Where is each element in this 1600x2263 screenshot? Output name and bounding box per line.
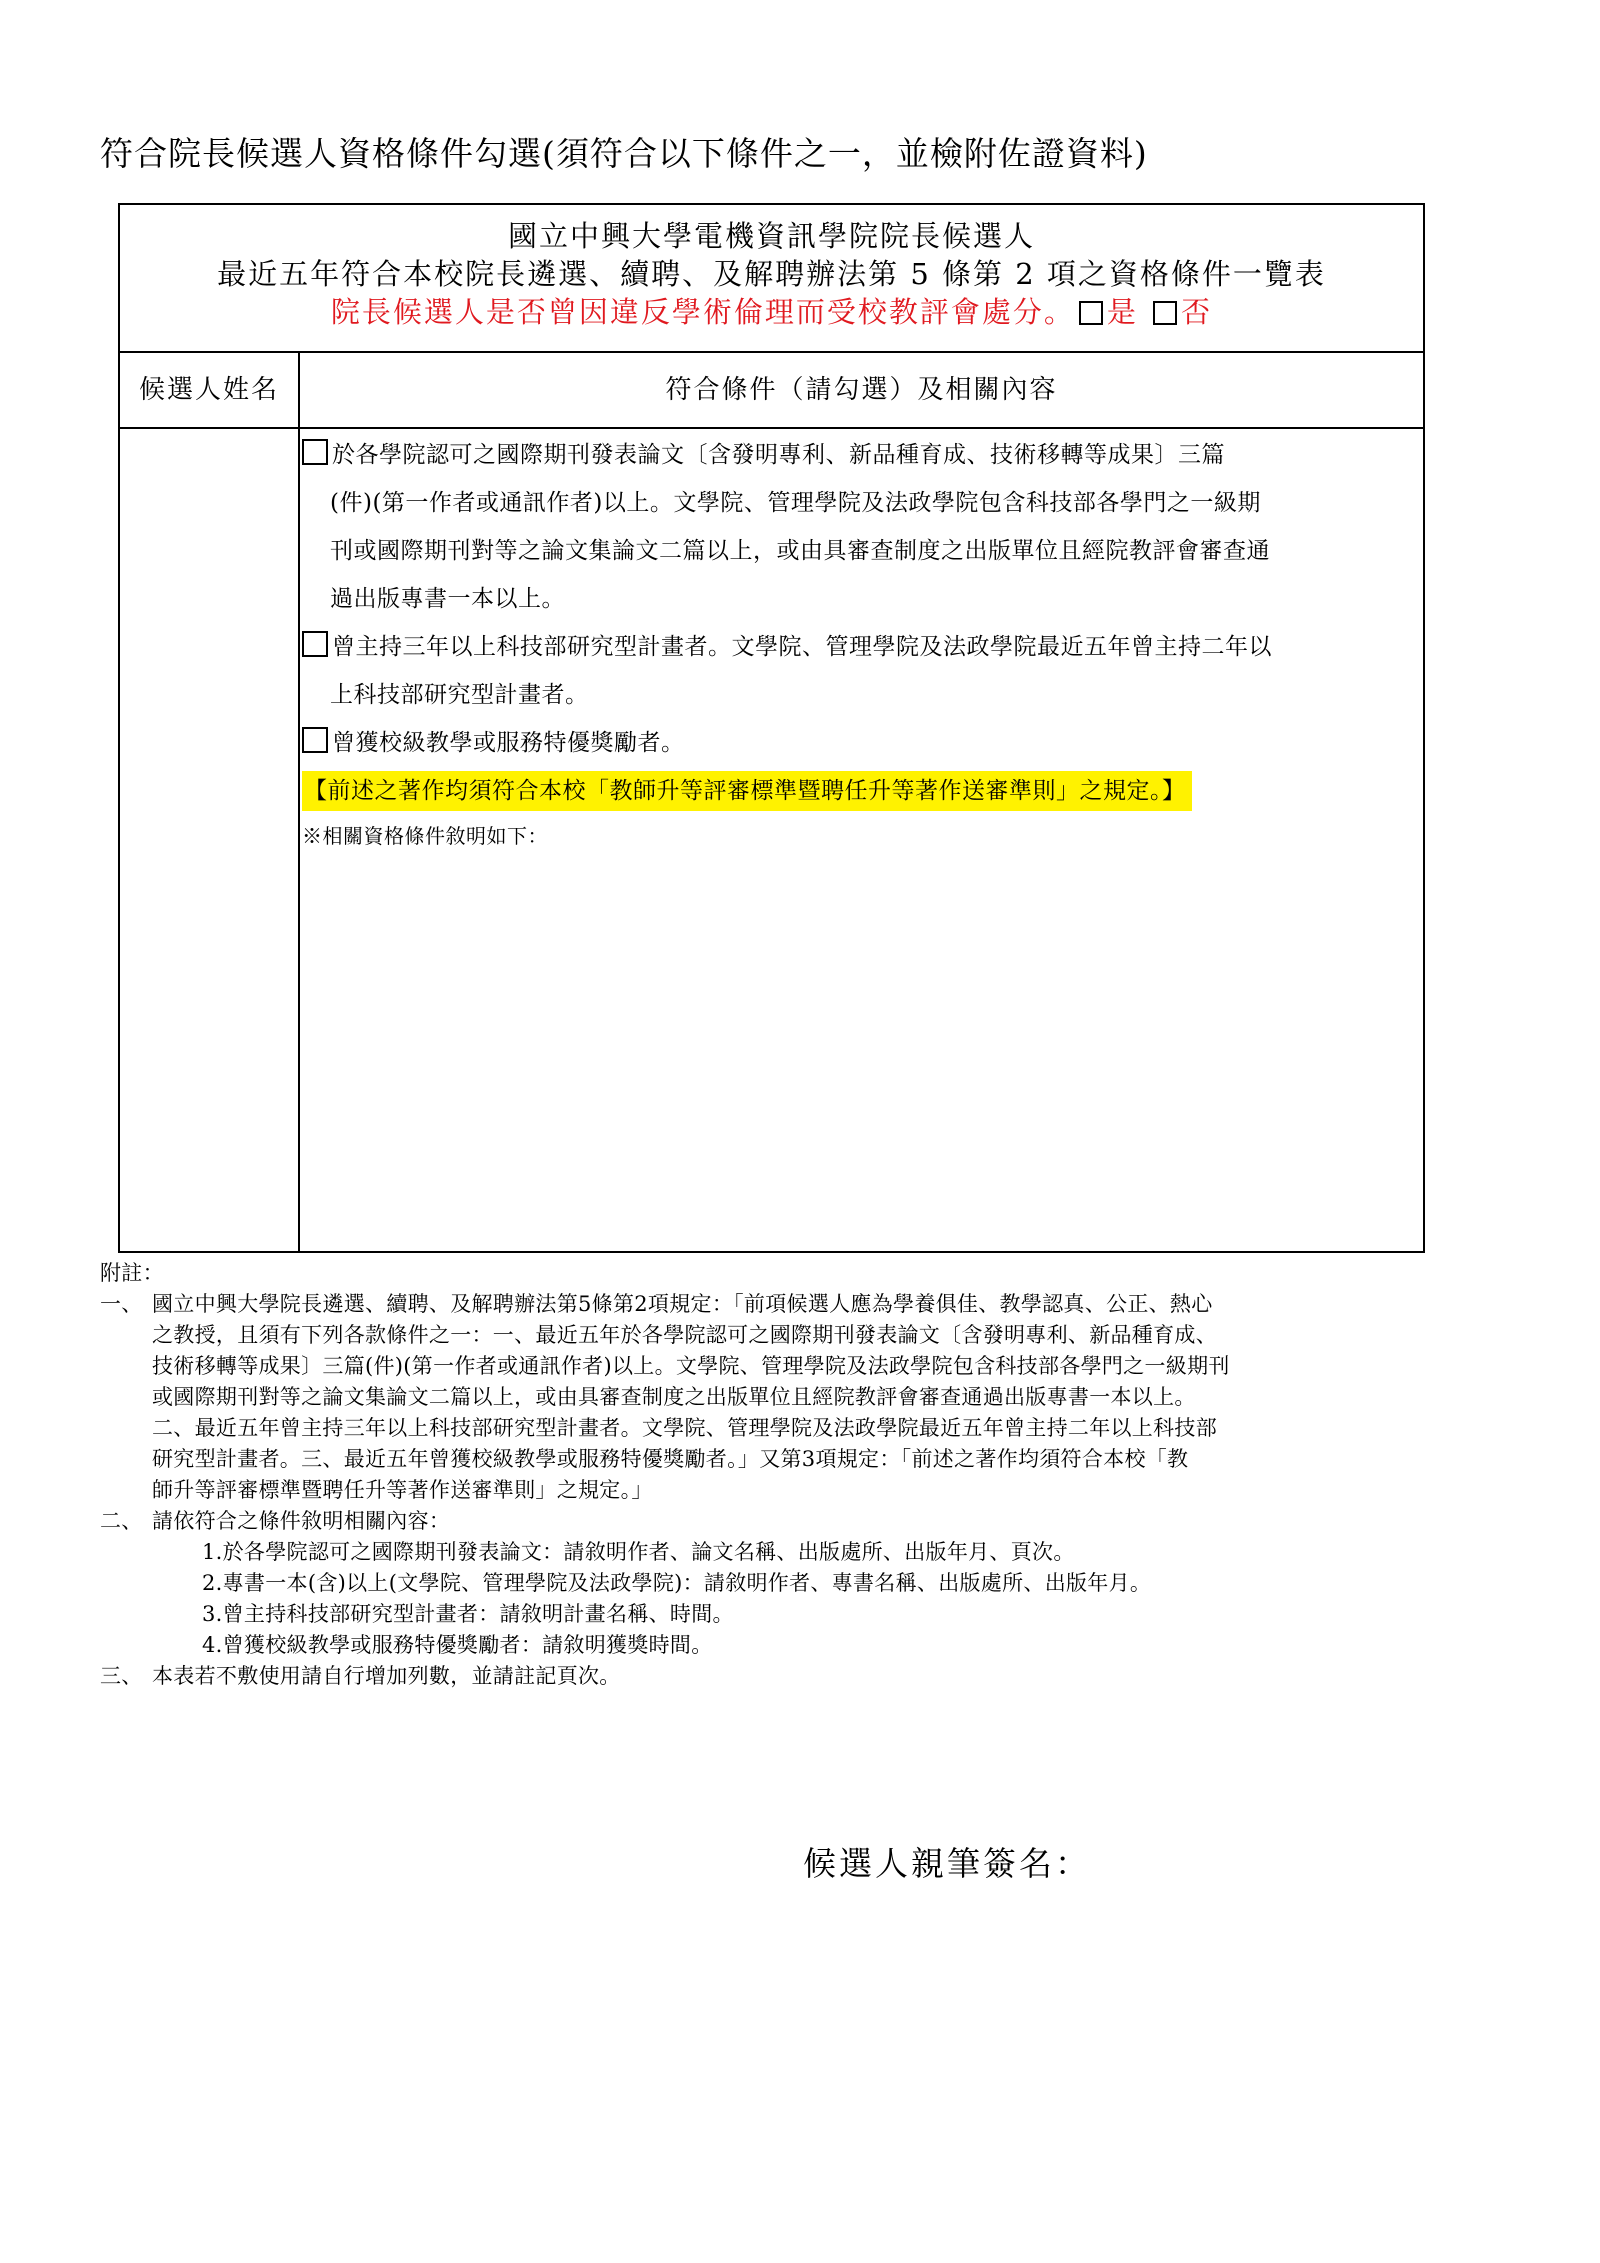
note-item-1 [100, 1289, 1520, 1506]
note-item-2 [100, 1506, 1520, 1661]
condition-2-line-2: 上科技部研究型計畫者。 [330, 682, 589, 708]
note-1-line-1: 國立中興大學院長遴選、續聘、及解聘辦法第5條第2項規定：「前項候選人應為學養俱佳、教學認真、公正、熱心 [152, 1292, 1213, 1316]
explanation-area[interactable] [302, 901, 1417, 1251]
form-header [120, 205, 1423, 353]
note-2-sub-4: 4.曾獲校級教學或服務特優獎勵者：請敘明獲獎時間。 [202, 1633, 713, 1657]
note-1-line-5: 二、最近五年曾主持三年以上科技部研究型計畫者。文學院、管理學院及法政學院最近五年曾主持二年以上科技部 [152, 1416, 1217, 1440]
ethics-no-label: 否 [1181, 295, 1213, 329]
page-heading: 符合院長候選人資格條件勾選(須符合以下條件之一，並檢附佐證資料) [100, 134, 1148, 173]
ethics-question-text: 院長候選人是否曾因違反學術倫理而受校教評會處分。 [330, 295, 1075, 329]
condition-item-teaching-award [302, 719, 1417, 767]
condition-item-research-projects [302, 623, 1417, 719]
condition-1-line-3: 刊或國際期刊對等之論文集論文二篇以上，或由具審查制度之出版單位且經院教評會審查通 [330, 538, 1270, 564]
condition-item-publications [302, 431, 1417, 623]
ethics-yes-label: 是 [1106, 295, 1138, 329]
note-1-line-7: 師升等評審標準暨聘任升等著作送審準則」之規定。」 [152, 1478, 653, 1502]
explanation-label: ※相關資格條件敘明如下： [302, 824, 548, 848]
form-title-line-2: 最近五年符合本校院長遴選、續聘、及解聘辦法第 5 條第 2 項之資格條件一覽表 [217, 257, 1326, 291]
ethics-question-row [120, 293, 1423, 331]
note-2-sub-2: 2.專書一本(含)以上(文學院、管理學院及法政學院)：請敘明作者、專書名稱、出版處所、出版年月。 [202, 1571, 1152, 1595]
note-1-line-2: 之教授，且須有下列各款條件之一：一、最近五年於各學院認可之國際期刊發表論文〔含發明專利、新品種育成、 [152, 1323, 1217, 1347]
notes-title: 附註： [100, 1261, 164, 1285]
note-2-sub-3: 3.曾主持科技部研究型計畫者：請敘明計畫名稱、時間。 [202, 1602, 734, 1626]
candidate-name-cell[interactable] [120, 431, 298, 1251]
conditions-cell [302, 431, 1417, 1251]
qualification-form-table [118, 203, 1425, 1253]
note-3-number: 三、 [100, 1664, 143, 1688]
note-1-line-3: 技術移轉等成果〕三篇(件)(第一作者或通訊作者)以上。文學院、管理學院及法政學院包含科技部各學門之一級期刊 [152, 1354, 1230, 1378]
condition-1-checkbox[interactable] [302, 439, 328, 465]
candidate-name-header: 候選人姓名 [138, 375, 279, 405]
note-item-3 [100, 1661, 1520, 1692]
condition-1-line-1: 於各學院認可之國際期刊發表論文〔含發明專利、新品種育成、技術移轉等成果〕三篇 [332, 442, 1225, 468]
condition-1-line-2: (件)(第一作者或通訊作者)以上。文學院、管理學院及法政學院包含科技部各學門之一級期 [330, 490, 1261, 516]
candidate-signature-label: 候選人親筆簽名： [803, 1844, 1091, 1883]
column-divider [298, 353, 300, 1251]
note-2-line-1: 請依符合之條件敘明相關內容： [152, 1509, 451, 1533]
note-1-line-6: 研究型計畫者。三、最近五年曾獲校級教學或服務特優獎勵者。」又第3項規定：「前述之著作均須符合本校「教 [152, 1447, 1189, 1471]
note-1-line-4: 或國際期刊對等之論文集論文二篇以上，或由具審查制度之出版單位且經院教評會審查通過出版專書一本以上。 [152, 1385, 1196, 1409]
conditions-header: 符合條件（請勾選）及相關內容 [665, 375, 1058, 405]
form-title-line-1: 國立中興大學電機資訊學院院長候選人 [507, 219, 1035, 253]
column-header-row [120, 353, 1423, 429]
ethics-yes-checkbox[interactable] [1079, 301, 1103, 325]
condition-2-line-1: 曾主持三年以上科技部研究型計畫者。文學院、管理學院及法政學院最近五年曾主持二年以 [332, 634, 1272, 660]
note-1-number: 一、 [100, 1292, 143, 1316]
highlighted-regulation-note: 【前述之著作均須符合本校「教師升等評審標準暨聘任升等著作送審準則」之規定。】 [302, 771, 1192, 811]
note-3-line-1: 本表若不敷使用請自行增加列數，並請註記頁次。 [152, 1664, 621, 1688]
condition-1-line-4: 過出版專書一本以上。 [330, 586, 565, 612]
note-2-number: 二、 [100, 1509, 143, 1533]
notes-section [100, 1258, 1520, 1692]
ethics-no-checkbox[interactable] [1153, 301, 1177, 325]
note-2-sub-1: 1.於各學院認可之國際期刊發表論文：請敘明作者、論文名稱、出版處所、出版年月、頁次。 [202, 1540, 1075, 1564]
condition-3-checkbox[interactable] [302, 727, 328, 753]
condition-2-checkbox[interactable] [302, 631, 328, 657]
condition-3-line-1: 曾獲校級教學或服務特優獎勵者。 [332, 730, 685, 756]
